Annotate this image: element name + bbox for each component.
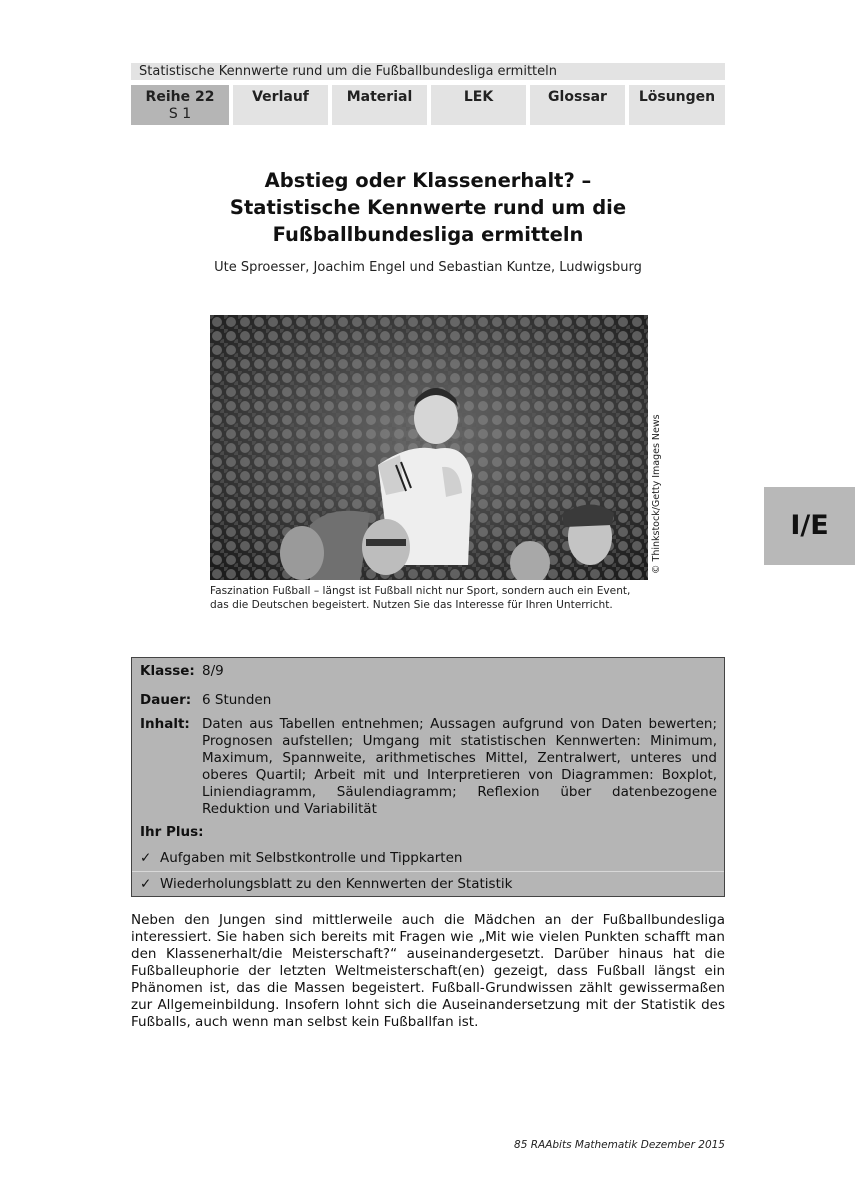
tab-lek-label: LEK bbox=[463, 89, 494, 105]
title-line-1: Abstieg oder Klassenerhalt? – bbox=[264, 169, 592, 192]
plus-item bbox=[140, 850, 462, 866]
authors: Ute Sproesser, Joachim Engel und Sebastian Kuntze, Ludwigsburg bbox=[214, 260, 642, 275]
tab-verlauf-label: Verlauf bbox=[252, 89, 309, 105]
title-line-2: Statistische Kennwerte rund um die bbox=[229, 196, 627, 219]
tab-reihe-label: Reihe 22 bbox=[145, 89, 215, 105]
tab-loesungen[interactable] bbox=[629, 85, 725, 125]
info-box bbox=[131, 657, 725, 897]
tab-lek[interactable] bbox=[431, 85, 526, 125]
checkmark-icon: ✓ bbox=[140, 850, 152, 866]
tab-reihe-page: S 1 bbox=[168, 106, 192, 122]
photo-illustration bbox=[210, 315, 648, 580]
tab-glossar-label: Glossar bbox=[548, 89, 607, 105]
klasse-label: Klasse: bbox=[140, 663, 195, 679]
plus-item bbox=[140, 876, 512, 892]
tab-glossar[interactable] bbox=[530, 85, 625, 125]
dauer-value: 6 Stunden bbox=[202, 692, 272, 708]
plus-item-text: Aufgaben mit Selbstkontrolle und Tippkarten bbox=[160, 850, 463, 866]
tab-reihe[interactable] bbox=[131, 85, 229, 125]
tab-verlauf[interactable] bbox=[233, 85, 328, 125]
tab-material-label: Material bbox=[346, 89, 413, 105]
photo-credit bbox=[651, 410, 665, 585]
photo-credit-text: © Thinkstock/Getty Images News bbox=[651, 414, 662, 574]
checkmark-icon: ✓ bbox=[140, 876, 152, 892]
photo-caption bbox=[210, 584, 670, 612]
dauer-label: Dauer: bbox=[140, 692, 192, 708]
caption-line-2: das die Deutschen begeistert. Nutzen Sie das Interesse für Ihren Unterricht. bbox=[210, 599, 613, 611]
plus-divider bbox=[132, 871, 724, 872]
tab-material[interactable] bbox=[332, 85, 427, 125]
tab-bar bbox=[131, 85, 725, 125]
tab-loesungen-label: Lösungen bbox=[638, 89, 716, 105]
title-line-3: Fußballbundesliga ermitteln bbox=[272, 223, 584, 246]
running-title: Statistische Kennwerte rund um die Fußballbundesliga ermitteln bbox=[131, 63, 725, 80]
page-footer: 85 RAAbits Mathematik Dezember 2015 bbox=[514, 1139, 725, 1151]
inhalt-value: Daten aus Tabellen entnehmen; Aussagen aufgrund von Daten bewerten; Prognosen aufstellen; Umgang mit statistischen Kennwerten: Minimum, Maximum, Spannweite, arithmetisches Mittel, Zentralwert, unteres und oberes Quartil; Arbeit mit und Interpretieren von Diagrammen: Boxplot, Liniendiagramm, Säulendiagramm; Reflexion über datenbezogene Reduktion und Variabilität bbox=[202, 716, 717, 817]
caption-line-1: Faszination Fußball – längst ist Fußball nicht nur Sport, sondern auch ein Event, bbox=[210, 585, 631, 597]
stadium-crowd-photo bbox=[210, 315, 648, 580]
page-title bbox=[131, 167, 725, 248]
section-side-tab: I/E bbox=[764, 487, 855, 565]
intro-paragraph: Neben den Jungen sind mittlerweile auch die Mädchen an der Fußballbundesliga interessiert. Sie haben sich bereits mit Fragen wie „Mit wie vielen Punkten schafft man den Klassenerhalt/die Meisterschaft?“ auseinandergesetzt. Darüber hinaus hat die Fußballeuphorie der letzten Weltmeisterschaft(en) gezeigt, dass Fußball längst ein Phänomen ist, das die Massen begeistert. Fußball-Grundwissen zählt gewissermaßen zur Allgemeinbildung. Insofern lohnt sich die Auseinandersetzung mit der Statistik des Fußballs, auch wenn man selbst kein Fußballfan ist. bbox=[131, 912, 725, 1030]
inhalt-label: Inhalt: bbox=[140, 716, 190, 732]
plus-item-text: Wiederholungsblatt zu den Kennwerten der Statistik bbox=[160, 876, 513, 892]
plus-label: Ihr Plus: bbox=[140, 824, 204, 840]
klasse-value: 8/9 bbox=[202, 663, 224, 679]
